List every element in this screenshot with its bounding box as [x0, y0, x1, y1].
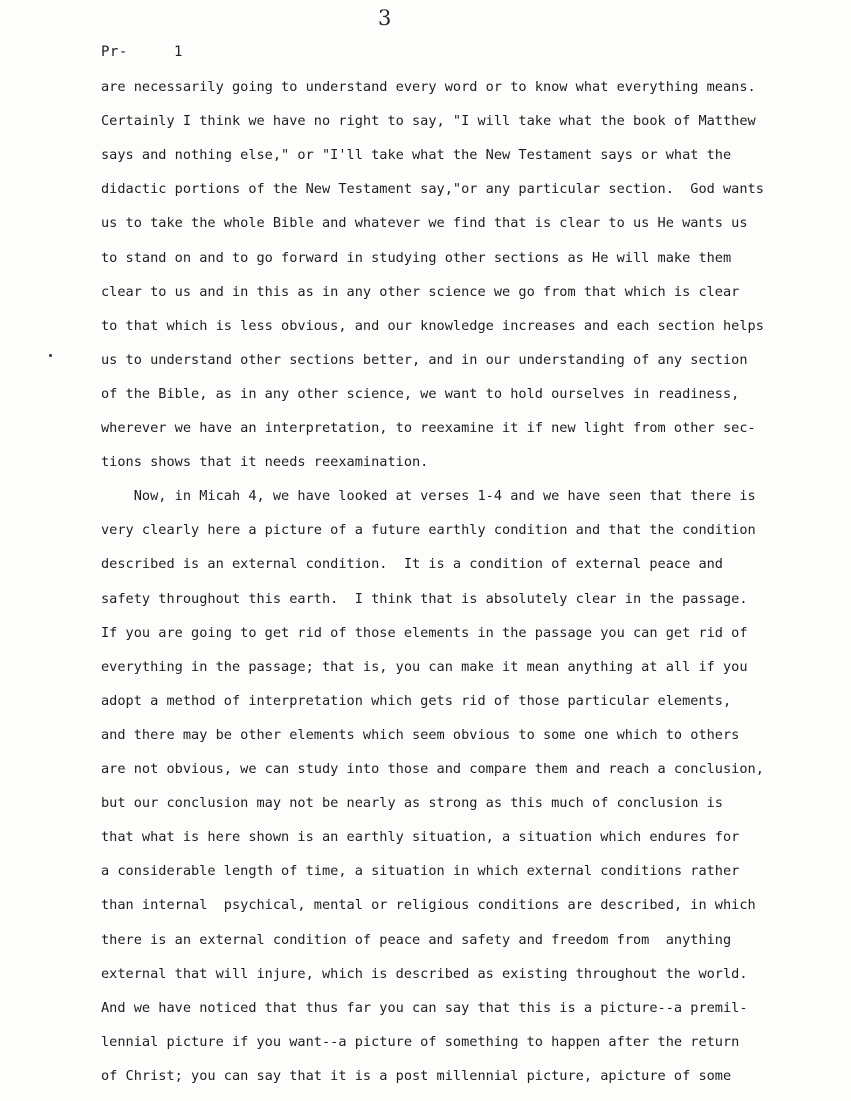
- header-number: 1: [174, 44, 183, 60]
- text-line: If you are going to get rid of those elements in the passage you can get rid of: [101, 624, 748, 641]
- text-line: tions shows that it needs reexamination.: [101, 454, 429, 471]
- text-line: and there may be other elements which seem obvious to some one which to others: [101, 726, 740, 743]
- text-line: wherever we have an interpretation, to reexamine it if new light from other sec-: [101, 420, 756, 436]
- text-line: Now, in Micah 4, we have looked at verses 1-4 and we have seen that there is: [101, 488, 756, 505]
- text-line: than internal psychical, mental or religious conditions are described, in which: [101, 897, 756, 914]
- margin-mark: [49, 354, 52, 357]
- text-line: us to understand other sections better, and in our understanding of any section: [101, 351, 748, 368]
- text-line: there is an external condition of peace and safety and freedom from anything: [101, 931, 732, 948]
- page-number: 3: [378, 6, 392, 30]
- text-line: are necessarily going to understand every word or to know what everything means.: [101, 79, 756, 95]
- text-line: that what is here shown is an earthly situation, a situation which endures for: [101, 829, 740, 846]
- text-line: clear to us and in this as in any other science we go from that which is clear: [101, 283, 740, 300]
- text-line: us to take the whole Bible and whatever we find that is clear to us He wants us: [101, 215, 748, 232]
- text-line: are not obvious, we can study into those and compare them and reach a conclusion,: [101, 761, 764, 777]
- text-line: described is an external condition. It is a condition of external peace and: [101, 556, 723, 573]
- text-line: a considerable length of time, a situation in which external conditions rather: [101, 863, 740, 880]
- text-line: safety throughout this earth. I think that is absolutely clear in the passage.: [101, 590, 748, 607]
- text-line: says and nothing else," or "I'll take what the New Testament says or what the: [101, 147, 732, 164]
- text-line: very clearly here a picture of a future earthly condition and that the condition: [101, 522, 756, 539]
- text-line: adopt a method of interpretation which gets rid of those particular elements,: [101, 692, 732, 709]
- text-line: external that will injure, which is described as existing throughout the world.: [101, 965, 748, 982]
- text-line: lennial picture if you want--a picture of something to happen after the return: [101, 1033, 740, 1050]
- text-line: Certainly I think we have no right to say, "I will take what the book of Matthew: [101, 113, 756, 130]
- text-line: of Christ; you can say that it is a post millennial picture, apicture of some: [101, 1067, 732, 1084]
- text-line: didactic portions of the New Testament say,"or any particular section. God wants: [101, 181, 764, 198]
- text-line: of the Bible, as in any other science, we want to hold ourselves in readiness,: [101, 385, 740, 402]
- text-line: to that which is less obvious, and our knowledge increases and each section helps: [101, 317, 764, 334]
- header-label: Pr-: [101, 44, 128, 60]
- text-line: everything in the passage; that is, you can make it mean anything at all if you: [101, 658, 748, 675]
- text-line: And we have noticed that thus far you can say that this is a picture--a premil-: [101, 999, 748, 1016]
- text-line: to stand on and to go forward in studying other sections as He will make them: [101, 249, 732, 266]
- text-line: but our conclusion may not be nearly as strong as this much of conclusion is: [101, 795, 723, 812]
